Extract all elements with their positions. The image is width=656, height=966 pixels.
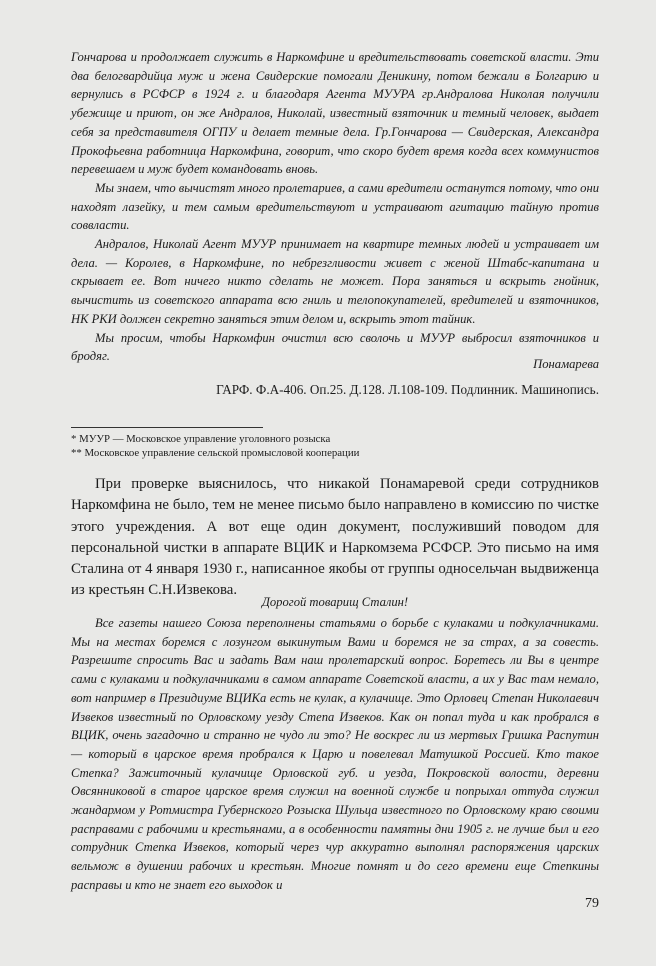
letter-paragraph: Андралов, Николай Агент МУУР принимает на квартире темных людей и устраивает им дела. — Королев, в Наркомфине, по небрезгливости живет с женой Штабс-капитана и скрывает ее. Вот ничего никто сделать не может. Пора заняться и вскрыть гнойник, вычистить из советского аппарата всю гниль и телопокупателей, вредителей и взяточников, НК РКИ должен секретно заняться этим делом и, вскрыть этот тайник. xyxy=(71,237,599,326)
archive-source: ГАРФ. Ф.А-406. Оп.25. Д.128. Л.108-109. Подлинник. Машинопись. xyxy=(216,382,599,397)
footnote: ** Московское управление сельской промысловой кооперации xyxy=(71,447,360,459)
letter-text-block xyxy=(71,614,599,895)
letter-signature: Понамарева xyxy=(533,357,599,371)
letter-paragraph: Гончарова и продолжает служить в Наркомфине и вредительствовать советской власти. Эти два белогвардийца муж и жена Свидерские помогали Деникину, потом бежали в Болгарию и вернулись в РСФСР в 1924 г. и благодаря Агента МУУРА гр.Андралова Николая получили убежище и приют, он же Андралов, Николай, известный взяточник и темный человек, выдает себя за представителя ОГПУ и делает темные дела. Гр.Гончарова — Свидерская, Александра Прокофьевна работница Наркомфина, говорит, что скоро будет время когда всех коммунистов перевешаем и муж будет командовать вновь. xyxy=(71,50,599,177)
footnote-divider xyxy=(71,427,263,428)
footnotes xyxy=(71,432,599,460)
body-text xyxy=(71,474,599,602)
footnote: * МУУР — Московское управление уголовного розыска xyxy=(71,433,331,445)
letter-paragraph: Все газеты нашего Союза переполнены статьями о борьбе с кулаками и подкулачниками. Мы на местах боремся с лозунгом выкинутым Вами и боремся не за страх, а за совесть. Разрешите спросить Вас и задать Вам наш пролетарский вопрос. Боретесь ли Вы в центре сами с кулаками и подкулачниками в самом аппарате Советской власти, а их у Вас там немало, вот например в Президиуме ВЦИКа есть не кулак, а кулачище. Это Орловец Степан Николаевич Извеков известный по Орловскому уезду Степа Извеков. Как он попал туда и как пробрался в ВЦИК, очень загадочно и странно не чудо ли это? Не воскрес ли из мертвых Гришка Распутин — который в царское время пробрался к Царю и повелевал Матушкой Россией. Кто такое Степка? Зажиточный кулачище Орловской губ. и уезда, Покровской волости, деревни Овсянниковой в старое царское время служил на военной службе и попрыхал оттуда служил жандармом у Ротмистра Губернского Розыска Шульца известного по Орловскому краю своими расправами с рабочими и крестьянами, а в особенности памятны дни 1905 г. не лучше был и его сотрудник Степка Извеков, который через чур аккуратно выполнял распоряжения царских вельмож в душении рабочих и крестьян. Многие помнят и до сего времени еще Степкины расправы и кто не знает его выходок и xyxy=(71,616,599,892)
letter-text-block xyxy=(71,48,599,366)
body-paragraph: При проверке выяснилось, что никакой Понамаревой среди сотрудников Наркомфина не было, тем не менее письмо было направлено в комиссию по чистке этого учреждения. А вот еще один документ, послуживший поводом для персональной чистки в аппарате ВЦИК и Наркомзема РСФСР. Это письмо на имя Сталина от 4 января 1930 г., написанное якобы от группы односельчан выдвиженца из крестьян С.Н.Извекова. xyxy=(71,476,599,599)
letter-paragraph: Мы просим, чтобы Наркомфин очистил всю сволочь и МУУР выбросил взяточников и бродяг. xyxy=(71,330,599,364)
letter-greeting: Дорогой товарищ Сталин! xyxy=(261,595,409,609)
page-number: 79 xyxy=(585,896,599,911)
letter-paragraph: Мы знаем, что вычистят много пролетариев, а сами вредители останутся потому, что они находят лазейку, и тем самым вредительствуют и устраивают агитацию тайную против соввласти. xyxy=(71,180,599,233)
